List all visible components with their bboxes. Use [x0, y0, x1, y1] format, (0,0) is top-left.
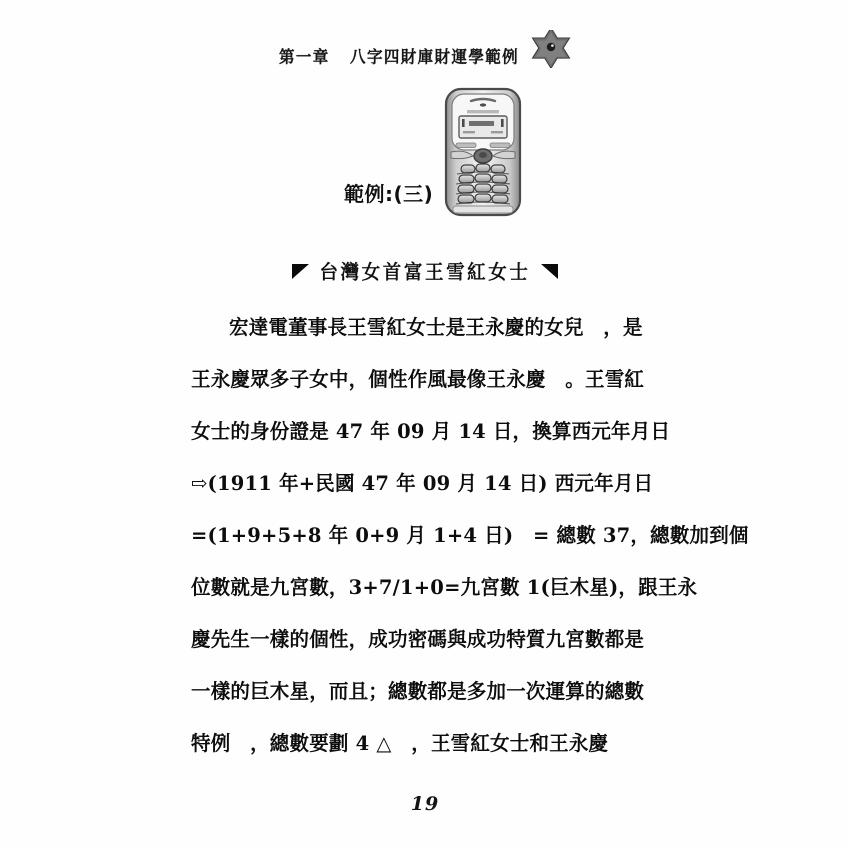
paragraph-line: 特例 ，總數要劃 4 △ ，王雪紅女士和王永慶: [191, 731, 609, 756]
six-pointed-star-icon: [531, 30, 571, 68]
solid-triangle-right-icon: [541, 264, 558, 279]
example-label: 範例:(三): [344, 182, 434, 206]
paragraph-line: 女士的身份證是 47 年 09 月 14 日，換算西元年月日: [191, 419, 671, 444]
page-number: 19: [410, 793, 440, 815]
paragraph-line: 宏達電董事長王雪紅女士是王永慶的女兒 ，是: [229, 315, 643, 340]
paragraph-line: 慶先生一樣的個性，成功密碼與成功特質九宮數都是: [191, 627, 645, 652]
solid-triangle-left-icon: [292, 264, 309, 279]
paragraph-line: ⇨(1911 年+民國 47 年 09 月 14 日) 西元年月日: [191, 471, 654, 496]
paragraph-line: 王永慶眾多子女中，個性作風最像王永慶 。王雪紅: [191, 367, 645, 392]
header-chapter-title: 第一章 八字四財庫財運學範例: [278, 46, 520, 67]
section-heading-text: 台灣女首富王雪紅女士: [319, 261, 531, 284]
paragraph-line: 位數就是九宮數，3+7/1+0=九宮數 1(巨木星)，跟王永: [191, 575, 698, 600]
body-paragraph: [191, 302, 749, 770]
paragraph-line: =(1+9+5+8 年 0+9 月 1+4 日) = 總數 37，總數加到個: [191, 523, 749, 548]
page-header: [0, 44, 850, 68]
mobile-phone-icon: [437, 86, 529, 218]
section-heading: [0, 258, 850, 284]
paragraph-line: 一樣的巨木星，而且；總數都是多加一次運算的總數: [191, 679, 645, 704]
